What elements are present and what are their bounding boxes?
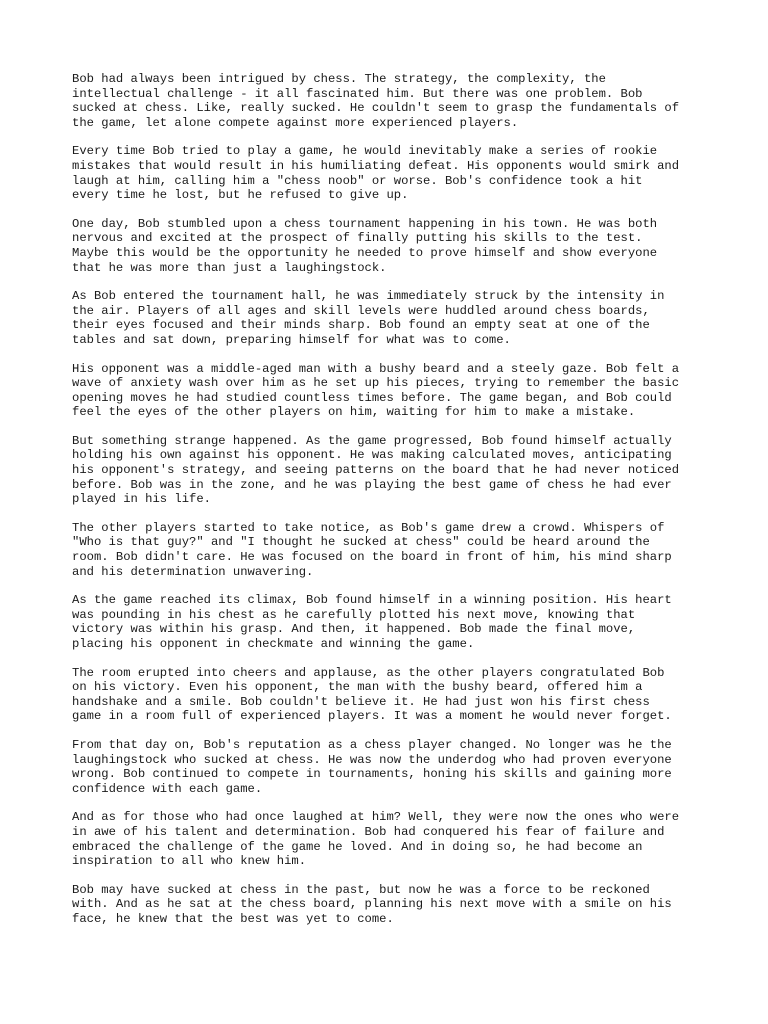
paragraph: One day, Bob stumbled upon a chess tournament happening in his town. He was both nervous and excited at the prospect of finally putting his skills to the test. Maybe this would be the opportunity he needed to prove himself and show everyone that he was more than just a laughingstock. [72, 216, 658, 275]
paragraph: The other players started to take notice, as Bob's game drew a crowd. Whispers of "Who is that guy?" and "I thought he sucked at chess" could be heard around the room. Bob didn't care. He was focused on the board in front of him, his mind sharp and his determination unwavering. [72, 520, 672, 579]
paragraph: From that day on, Bob's reputation as a chess player changed. No longer was he the laughingstock who sucked at chess. He was now the underdog who had proven everyone wrong. Bob continued to compete in tournaments, honing his skills and gaining more confidence with each game. [72, 737, 672, 796]
paragraph: Bob had always been intrigued by chess. The strategy, the complexity, the intellectual challenge - it all fascinated him. But there was one problem. Bob sucked at chess. Like, really sucked. He couldn't seem to grasp the fundamentals of the game, let alone compete against more experienced players. [72, 72, 680, 130]
paragraph: As the game reached its climax, Bob found himself in a winning position. His heart was pounding in his chest as he carefully plotted his next move, knowing that victory was within his grasp. And then, it happened. Bob made the final move, placing his opponent in checkmate and winning the game. [72, 593, 672, 651]
document-page [72, 72, 702, 941]
paragraph: And as for those who had once laughed at him? Well, they were now the ones who were in awe of his talent and determination. Bob had conquered his fear of failure and embraced the challenge of the game he loved. And in doing so, he had become an inspiration to all who knew him. [72, 810, 680, 869]
paragraph: Bob may have sucked at chess in the past, but now he was a force to be reckoned with. And as he sat at the chess board, planning his next move with a smile on his face, he knew that the best was yet to come. [72, 882, 672, 926]
paragraph: His opponent was a middle-aged man with a bushy beard and a steely gaze. Bob felt a wave of anxiety wash over him as he set up his pieces, trying to remember the basic opening moves he had studied countless times before. The game began, and Bob could feel the eyes of the other players on him, waiting for him to make a mistake. [72, 361, 680, 420]
paragraph: But something strange happened. As the game progressed, Bob found himself actually holding his own against his opponent. He was making calculated moves, anticipating his opponent's strategy, and seeing patterns on the board that he had never noticed before. Bob was in the zone, and he was playing the best game of chess he had ever played in his life. [72, 433, 680, 507]
paragraph: Every time Bob tried to play a game, he would inevitably make a series of rookie mistakes that would result in his humiliating defeat. His opponents would smirk and laugh at him, calling him a "chess noob" or worse. Bob's confidence took a hit every time he lost, but he refused to give up. [72, 144, 680, 203]
paragraph: The room erupted into cheers and applause, as the other players congratulated Bob on his victory. Even his opponent, the man with the bushy beard, offered him a handshake and a smile. Bob couldn't believe it. He had just won his first chess game in a room full of experienced players. It was a moment he would never forget. [72, 665, 672, 724]
paragraph: As Bob entered the tournament hall, he was immediately struck by the intensity in the air. Players of all ages and skill levels were huddled around chess boards, their eyes focused and their minds sharp. Bob found an empty seat at one of the tables and sat down, preparing himself for what was to come. [72, 289, 665, 347]
